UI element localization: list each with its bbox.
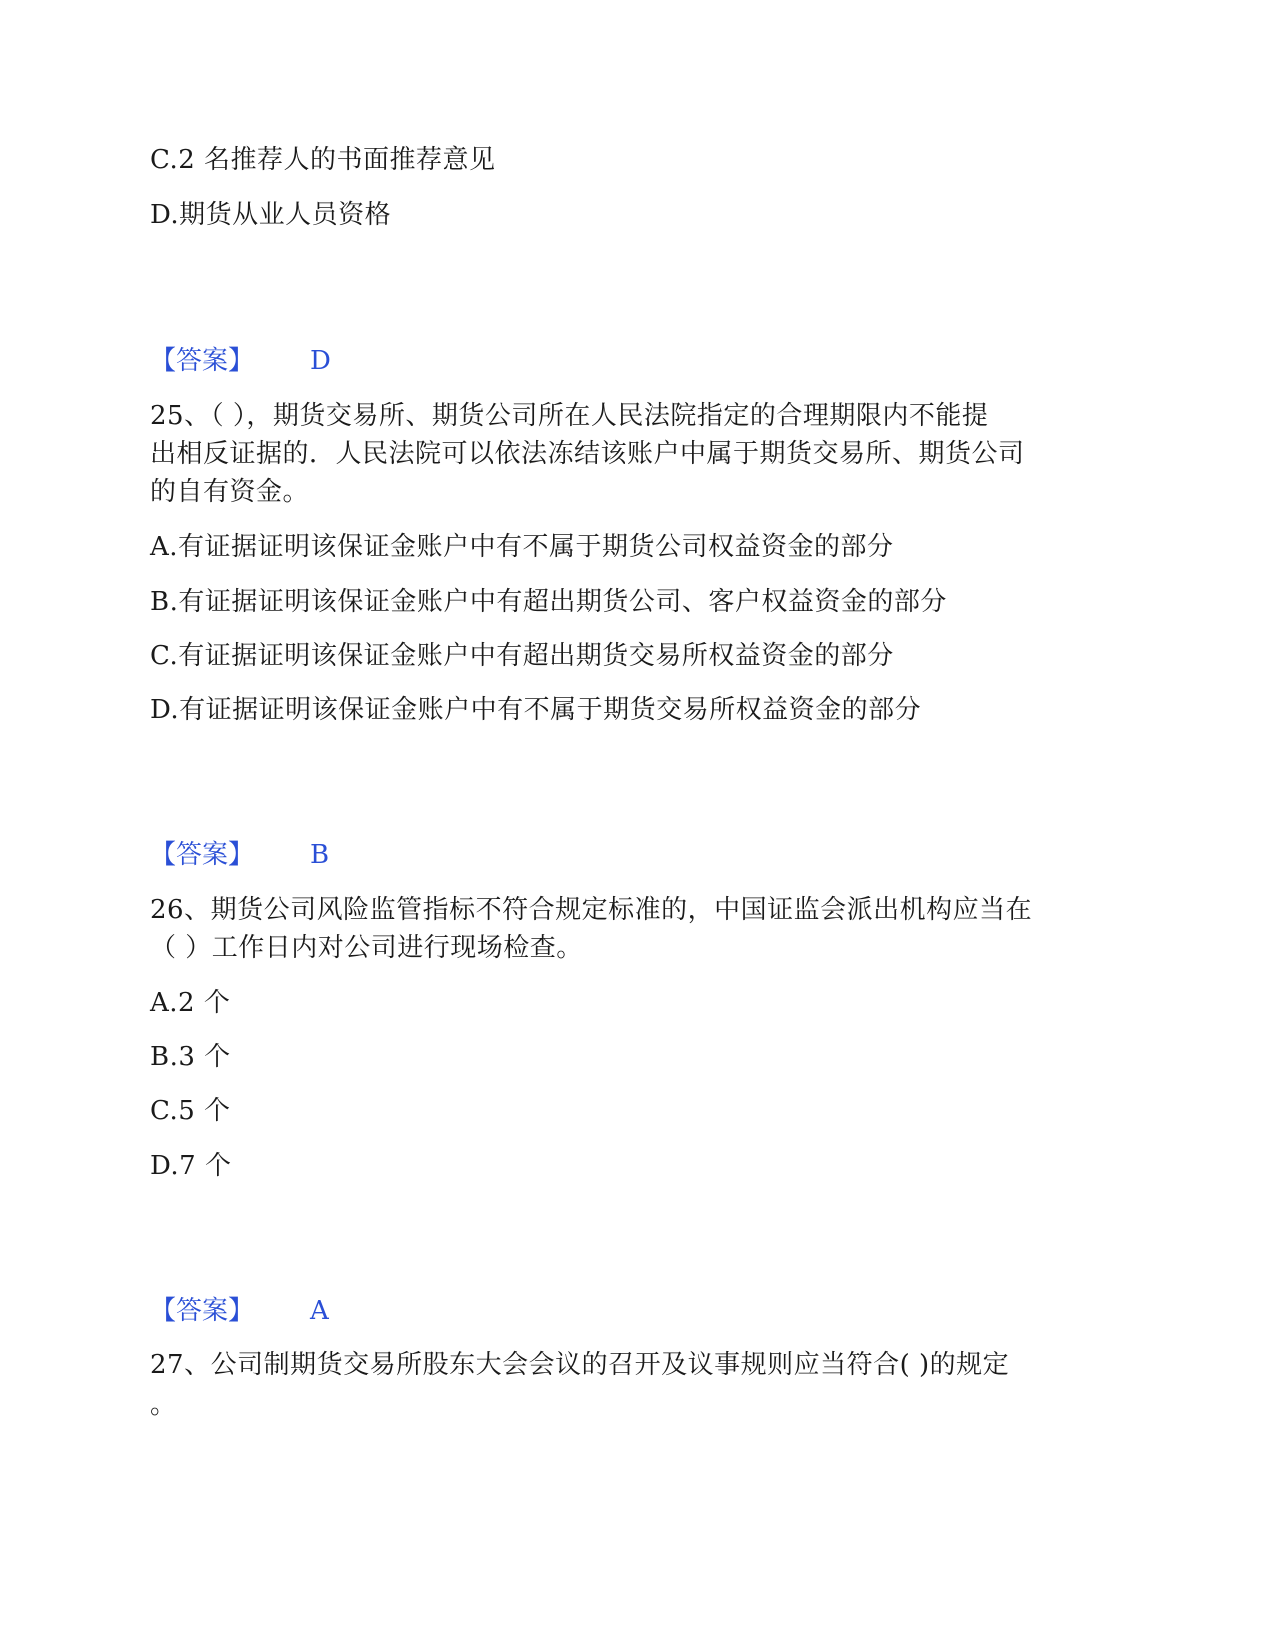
q26-option-c: C.5 个 (150, 1096, 231, 1126)
q25-answer (150, 837, 450, 873)
answer-value: B (310, 840, 330, 870)
answer-value: D (310, 346, 331, 376)
q25-option-d: D.有证据证明该保证金账户中有不属于期货交易所权益资金的部分 (150, 695, 922, 725)
q27-stem-line-1: 27、公司制期货交易所股东大会会议的召开及议事规则应当符合( )的规定 (150, 1350, 1010, 1380)
q25-option-b: B.有证据证明该保证金账户中有超出期货公司、客户权益资金的部分 (150, 587, 947, 617)
answer-label: 【答案】 (150, 346, 255, 376)
answer-value: A (310, 1296, 329, 1326)
q25-option-a: A.有证据证明该保证金账户中有不属于期货公司权益资金的部分 (150, 532, 894, 562)
q24-option-c: C.2 名推荐人的书面推荐意见 (150, 145, 496, 175)
q24-answer (150, 343, 450, 379)
q26-option-d: D.7 个 (150, 1151, 232, 1181)
q26-option-a: A.2 个 (150, 988, 231, 1018)
q26-stem-line-1: 26、期货公司风险监管指标不符合规定标准的，中国证监会派出机构应当在 (150, 895, 1033, 925)
q25-stem-line-2: 出相反证据的．人民法院可以依法冻结该账户中属于期货交易所、期货公司 (150, 439, 1025, 469)
q26-stem-line-2: （ ）工作日内对公司进行现场检查。 (150, 933, 583, 963)
q26-option-b: B.3 个 (150, 1042, 231, 1072)
q24-option-d: D.期货从业人员资格 (150, 200, 392, 230)
answer-label: 【答案】 (150, 1296, 255, 1326)
q26-answer (150, 1293, 450, 1329)
q25-stem-line-1: 25、（ ），期货交易所、期货公司所在人民法院指定的合理期限内不能提 (150, 401, 989, 431)
q25-option-c: C.有证据证明该保证金账户中有超出期货交易所权益资金的部分 (150, 641, 894, 671)
answer-label: 【答案】 (150, 840, 255, 870)
q27-stem-line-2: 。 (150, 1390, 177, 1420)
q25-stem-line-3: 的自有资金。 (150, 477, 310, 507)
